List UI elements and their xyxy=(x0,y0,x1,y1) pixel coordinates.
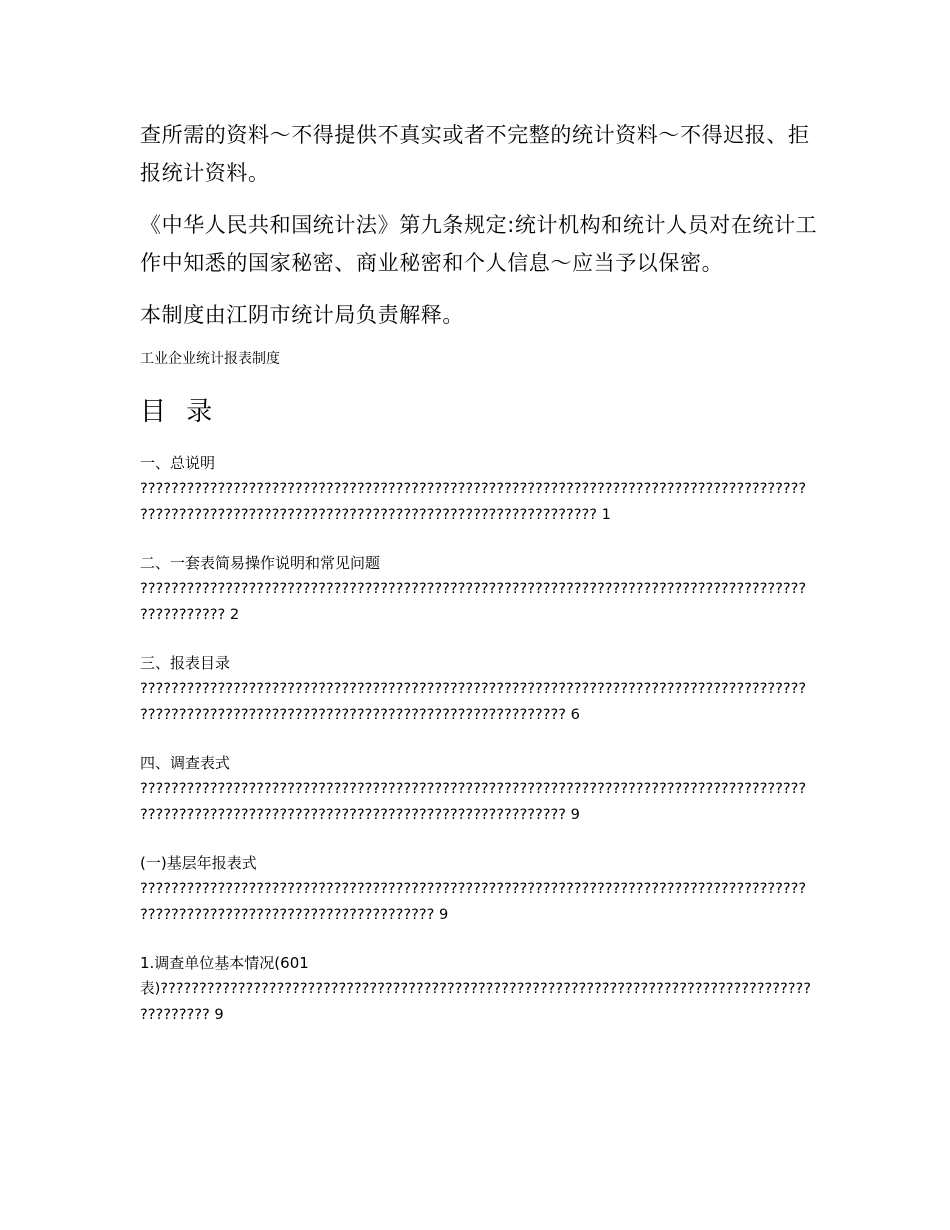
toc-entry-label: (一)基层年报表式 xyxy=(140,854,257,872)
toc-entry-survey-forms[interactable] xyxy=(140,750,820,828)
table-of-contents xyxy=(140,450,820,1028)
toc-heading: 目 录 xyxy=(140,397,219,427)
body-paragraph-3: 本制度由江阴市统计局负责解释。 xyxy=(140,303,464,327)
toc-entry-label: 二、一套表简易操作说明和常见问题 xyxy=(140,554,381,572)
toc-entry-general-notes[interactable] xyxy=(140,450,820,528)
toc-entry-annual-forms[interactable] xyxy=(140,850,820,928)
toc-entry-label: 一、总说明 xyxy=(140,454,216,472)
toc-entry-label: 四、调查表式 xyxy=(140,754,231,772)
toc-entry-unit-basic-info[interactable] xyxy=(140,950,820,1028)
toc-entry-operation-guide[interactable] xyxy=(140,550,820,628)
running-title: 工业企业统计报表制度 xyxy=(140,351,280,367)
toc-entry-leader-page: 表)????????????????????????????????????????????????????????????????????????????????????????????? 9 xyxy=(140,980,811,1023)
body-paragraph-1: 查所需的资料～不得提供不真实或者不完整的统计资料～不得迟报、拒报统计资料。 xyxy=(140,123,810,185)
toc-entry-report-catalog[interactable] xyxy=(140,650,820,728)
body-paragraph-2: 《中华人民共和国统计法》第九条规定:统计机构和统计人员对在统计工作中知悉的国家秘密、商业秘密和个人信息～应当予以保密。 xyxy=(140,213,818,275)
toc-entry-label: 三、报表目录 xyxy=(140,654,231,672)
toc-entry-leader-page: ????????????????????????????????????????????????????????????????????????????????????????????????????????????????????????????????????????????? 9 xyxy=(140,780,807,823)
toc-entry-leader-page: ????????????????????????????????????????????????????????????????????????????????????????????????????????????????????????????????????????????? 6 xyxy=(140,680,807,723)
toc-entry-leader-page: ????????????????????????????????????????????????????????????????????????????????????????????????? 2 xyxy=(140,580,807,623)
toc-entry-leader-page: ????????????????????????????????????????????????????????????????????????????????????????????????????????????????????????????????????????????????? 1 xyxy=(140,480,807,523)
toc-entry-label: 1.调查单位基本情况(601 xyxy=(140,954,309,972)
toc-entry-leader-page: ???????????????????????????????????????????????????????????????????????????????????????????????????????????????????????????? 9 xyxy=(140,880,807,923)
document-page xyxy=(140,116,820,1050)
